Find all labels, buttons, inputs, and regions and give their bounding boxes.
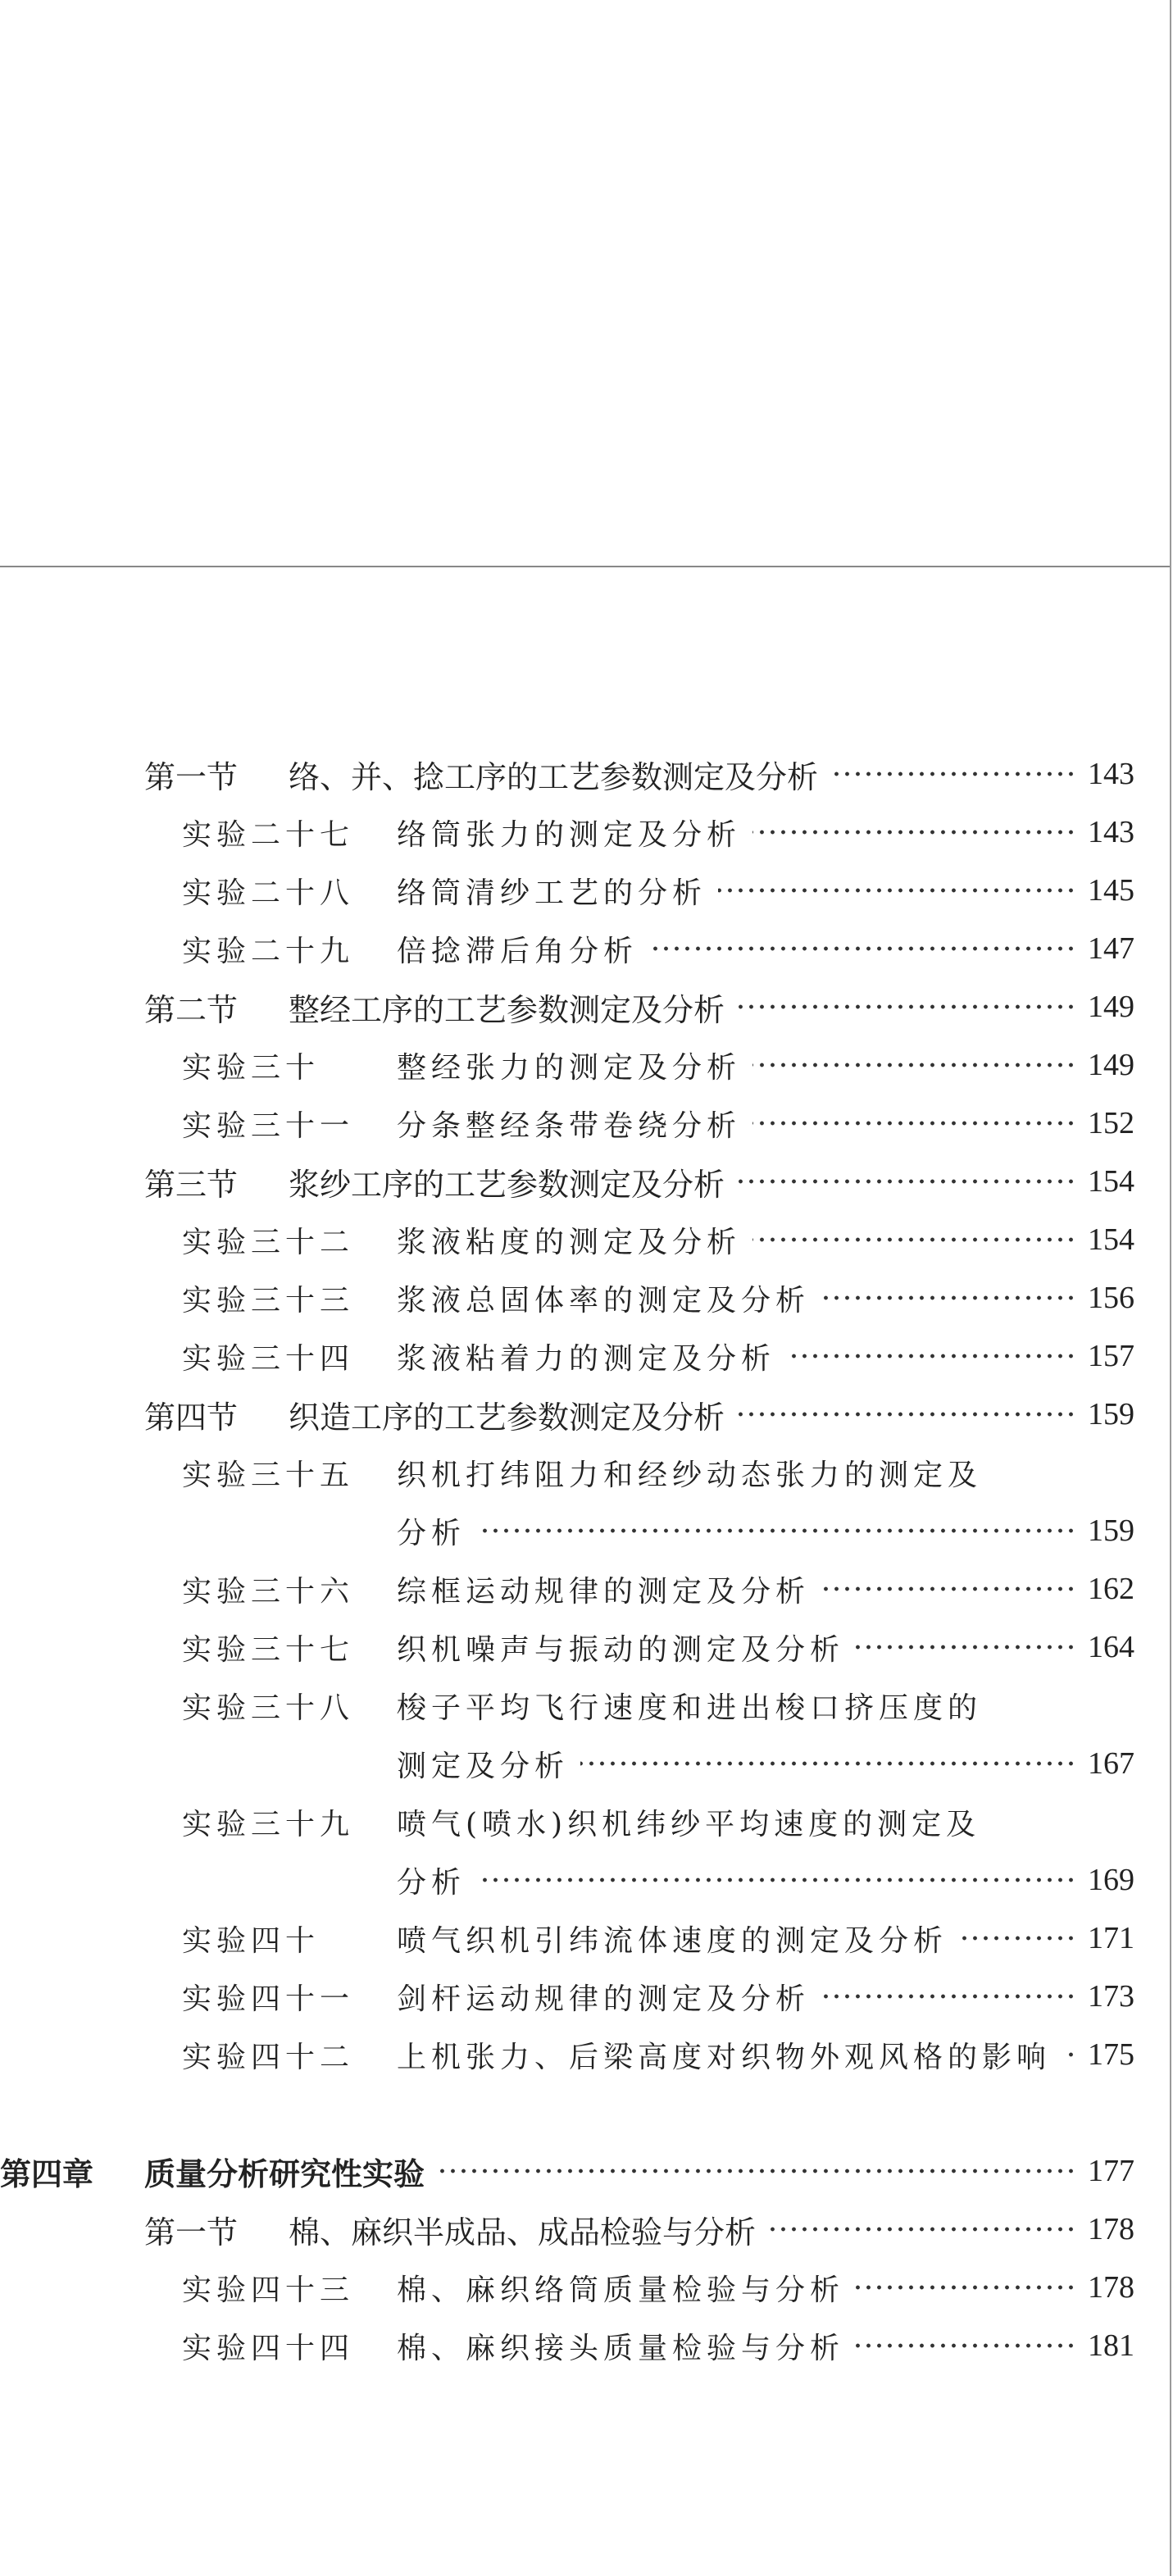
dot-leader bbox=[736, 999, 1076, 1014]
toc-entry-section[interactable] bbox=[144, 2205, 1134, 2254]
toc-entry-number: 第一节 bbox=[144, 758, 239, 795]
dot-leader bbox=[752, 1116, 1076, 1131]
dot-leader bbox=[767, 2222, 1076, 2237]
toc-entry-page-number: 156 bbox=[1088, 1281, 1134, 1315]
toc-entry-page-number: 177 bbox=[1088, 2154, 1134, 2188]
toc-entry-page-number: 147 bbox=[1088, 931, 1134, 966]
toc-entry-number: 实验三十六 bbox=[182, 1574, 355, 1609]
toc-entry-experiment[interactable] bbox=[182, 1448, 1134, 1497]
dot-leader bbox=[477, 1523, 1076, 1538]
toc-entry-section[interactable] bbox=[144, 749, 1134, 799]
toc-entry-experiment[interactable] bbox=[182, 1331, 1134, 1381]
toc-entry-page-number: 181 bbox=[1088, 2328, 1134, 2363]
toc-entry-title: 织机打纬阻力和经纱动态张力的测定及 bbox=[397, 1458, 983, 1492]
toc-entry-number: 实验四十一 bbox=[182, 1982, 355, 2016]
toc-entry-page-number: 178 bbox=[1088, 2212, 1134, 2246]
toc-entry-experiment[interactable] bbox=[182, 866, 1134, 915]
dot-leader bbox=[649, 941, 1076, 956]
toc-entry-title: 络筒清纱工艺的分析 bbox=[397, 876, 707, 910]
toc-entry-experiment[interactable] bbox=[182, 1215, 1134, 1264]
toc-entry-title: 上机张力、后梁高度对织物外观风格的影响 bbox=[397, 2040, 1052, 2074]
dot-leader bbox=[830, 767, 1076, 781]
dot-leader bbox=[821, 1989, 1076, 2004]
toc-entry-title: 分析 bbox=[397, 1865, 466, 1900]
toc-entry-experiment[interactable] bbox=[182, 924, 1134, 973]
toc-entry-experiment[interactable] bbox=[182, 1914, 1134, 1963]
toc-entry-experiment[interactable] bbox=[182, 1099, 1134, 1148]
toc-entry-number: 实验二十八 bbox=[182, 876, 355, 910]
toc-entry-number: 实验三十九 bbox=[182, 1807, 355, 1841]
toc-entry-title: 剑杆运动规律的测定及分析 bbox=[397, 1982, 811, 2016]
dot-leader bbox=[580, 1756, 1076, 1771]
toc-entry-experiment[interactable] bbox=[182, 1564, 1134, 1613]
toc-entry-number: 第二节 bbox=[144, 991, 239, 1028]
toc-entry-chapter[interactable] bbox=[0, 2146, 1134, 2196]
toc-entry-title: 络筒张力的测定及分析 bbox=[397, 817, 742, 852]
toc-entry-page-number: 154 bbox=[1088, 1164, 1134, 1199]
toc-entry-title: 梭子平均飞行速度和进出梭口挤压度的 bbox=[397, 1691, 983, 1725]
toc-entry-title: 喷气织机引纬流体速度的测定及分析 bbox=[397, 1923, 948, 1958]
dot-leader bbox=[856, 2280, 1076, 2295]
toc-entry-title: 络、并、捻工序的工艺参数测定及分析 bbox=[289, 758, 819, 795]
dot-leader bbox=[718, 883, 1076, 898]
dot-leader bbox=[856, 2338, 1076, 2353]
toc-entry-cont[interactable] bbox=[397, 1855, 1134, 1905]
toc-entry-title: 分析 bbox=[397, 1516, 466, 1550]
toc-entry-page-number: 149 bbox=[1088, 1048, 1134, 1082]
toc-entry-title: 整经张力的测定及分析 bbox=[397, 1050, 742, 1085]
toc-entry-number: 第一节 bbox=[144, 2214, 239, 2251]
dot-leader bbox=[752, 825, 1076, 840]
dot-leader bbox=[477, 1873, 1076, 1887]
toc-entry-experiment[interactable] bbox=[182, 1681, 1134, 1730]
dot-leader bbox=[821, 1582, 1076, 1596]
toc-entry-number: 实验三十一 bbox=[182, 1108, 355, 1143]
toc-entry-experiment[interactable] bbox=[182, 1273, 1134, 1322]
toc-entry-title: 浆液总固体率的测定及分析 bbox=[397, 1283, 811, 1318]
toc-entry-experiment[interactable] bbox=[182, 1797, 1134, 1846]
toc-entry-number: 实验四十四 bbox=[182, 2331, 355, 2365]
toc-entry-page-number: 173 bbox=[1088, 1979, 1134, 2014]
toc-entry-page-number: 159 bbox=[1088, 1397, 1134, 1431]
toc-entry-page-number: 169 bbox=[1088, 1863, 1134, 1897]
toc-entry-page-number: 149 bbox=[1088, 990, 1134, 1024]
toc-entry-title: 喷气(喷水)织机纬纱平均速度的测定及 bbox=[397, 1807, 981, 1841]
toc-entry-number: 实验三十八 bbox=[182, 1691, 355, 1725]
toc-entry-number: 实验三十二 bbox=[182, 1225, 355, 1259]
toc-entry-page-number: 152 bbox=[1088, 1106, 1134, 1140]
toc-entry-experiment[interactable] bbox=[182, 2263, 1134, 2312]
toc-entry-page-number: 171 bbox=[1088, 1921, 1134, 1955]
toc-entry-section[interactable] bbox=[144, 1390, 1134, 1439]
toc-entry-page-number: 145 bbox=[1088, 873, 1134, 908]
toc-entry-page-number: 157 bbox=[1088, 1339, 1134, 1373]
dot-leader bbox=[736, 1174, 1076, 1189]
toc-entry-title: 织机噪声与振动的测定及分析 bbox=[397, 1632, 845, 1667]
toc-entry-experiment[interactable] bbox=[182, 1972, 1134, 2021]
toc-entry-title: 棉、麻织接头质量检验与分析 bbox=[397, 2331, 845, 2365]
toc-entry-number: 实验四十 bbox=[182, 1923, 321, 1958]
toc-entry-experiment[interactable] bbox=[182, 1040, 1134, 1090]
toc-entry-experiment[interactable] bbox=[182, 2321, 1134, 2370]
toc-entry-title: 棉、麻织半成品、成品检验与分析 bbox=[289, 2214, 757, 2251]
toc-entry-cont[interactable] bbox=[397, 1506, 1134, 1555]
toc-entry-page-number: 143 bbox=[1088, 815, 1134, 849]
dot-leader bbox=[736, 1407, 1076, 1422]
toc-entry-section[interactable] bbox=[144, 982, 1134, 1031]
dot-leader bbox=[436, 2164, 1076, 2178]
dot-leader bbox=[821, 1290, 1076, 1305]
toc-entry-number: 实验三十 bbox=[182, 1050, 321, 1085]
dot-leader bbox=[856, 1640, 1076, 1654]
toc-entry-experiment[interactable] bbox=[182, 2030, 1134, 2079]
dot-leader bbox=[787, 1349, 1076, 1363]
page-edge bbox=[1170, 0, 1171, 2576]
toc-entry-number: 实验三十五 bbox=[182, 1458, 355, 1492]
toc-entry-page-number: 154 bbox=[1088, 1222, 1134, 1257]
toc-entry-number: 第四节 bbox=[144, 1399, 239, 1436]
toc-entry-title: 整经工序的工艺参数测定及分析 bbox=[289, 991, 725, 1028]
toc-entry-page-number: 162 bbox=[1088, 1572, 1134, 1606]
toc-entry-title: 综框运动规律的测定及分析 bbox=[397, 1574, 811, 1609]
dot-leader bbox=[752, 1232, 1076, 1247]
toc-entry-page-number: 167 bbox=[1088, 1746, 1134, 1781]
toc-entry-title: 浆纱工序的工艺参数测定及分析 bbox=[289, 1166, 725, 1203]
toc-entry-number: 第三节 bbox=[144, 1166, 239, 1203]
toc-entry-number: 实验三十三 bbox=[182, 1283, 355, 1318]
dot-leader bbox=[959, 1931, 1076, 1946]
toc-entry-title: 测定及分析 bbox=[397, 1749, 570, 1783]
toc-entry-title: 织造工序的工艺参数测定及分析 bbox=[289, 1399, 725, 1436]
toc-entry-cont[interactable] bbox=[397, 1739, 1134, 1788]
dot-leader bbox=[1062, 2047, 1076, 2062]
toc-entry-number: 实验三十四 bbox=[182, 1341, 355, 1376]
toc-entry-experiment[interactable] bbox=[182, 1623, 1134, 1672]
toc-entry-page-number: 178 bbox=[1088, 2270, 1134, 2305]
toc-entry-number: 实验二十七 bbox=[182, 817, 355, 852]
toc-entry-title: 浆液粘着力的测定及分析 bbox=[397, 1341, 776, 1376]
toc-entry-title: 浆液粘度的测定及分析 bbox=[397, 1225, 742, 1259]
toc-entry-number: 实验四十二 bbox=[182, 2040, 355, 2074]
toc-entry-section[interactable] bbox=[144, 1157, 1134, 1206]
toc-entry-page-number: 164 bbox=[1088, 1630, 1134, 1664]
page-divider bbox=[0, 566, 1171, 567]
toc-entry-experiment[interactable] bbox=[182, 808, 1134, 857]
toc-entry-page-number: 175 bbox=[1088, 2037, 1134, 2072]
toc-entry-title: 质量分析研究性实验 bbox=[144, 2155, 425, 2192]
toc-entry-number: 实验二十九 bbox=[182, 934, 355, 968]
toc-entry-title: 倍捻滞后角分析 bbox=[397, 934, 639, 968]
toc-entry-title: 分条整经条带卷绕分析 bbox=[397, 1108, 742, 1143]
toc-entry-number: 实验三十七 bbox=[182, 1632, 355, 1667]
toc-entry-title: 棉、麻织络筒质量检验与分析 bbox=[397, 2273, 845, 2307]
toc-entry-number: 实验四十三 bbox=[182, 2273, 355, 2307]
toc-entry-number: 第四章 bbox=[0, 2155, 94, 2192]
dot-leader bbox=[752, 1058, 1076, 1072]
toc-entry-page-number: 159 bbox=[1088, 1513, 1134, 1548]
toc-entry-page-number: 143 bbox=[1088, 757, 1134, 791]
